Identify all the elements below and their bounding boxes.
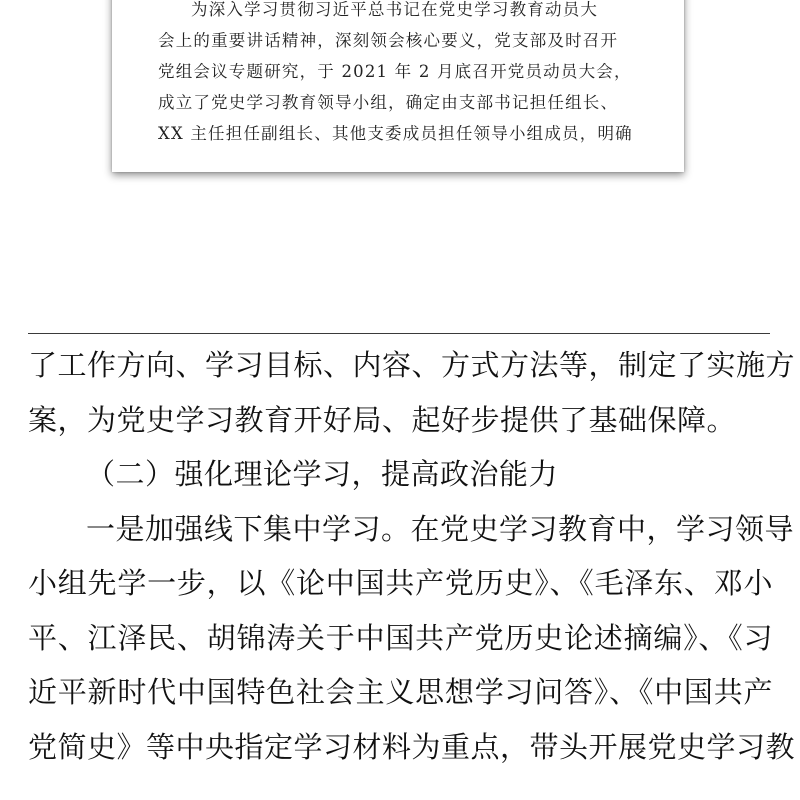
card-line: 会上的重要讲话精神，深刻领会核心要义，党支部及时召开 <box>158 31 619 50</box>
previous-page-card <box>112 0 684 172</box>
body-line: 党简史》等中央指定学习材料为重点，带头开展党史学习教 <box>28 729 796 764</box>
card-paragraph <box>158 0 658 149</box>
card-line: 党组会议专题研究，于 2021 年 2 月底召开党员动员大会， <box>158 62 632 81</box>
body-line: 一是加强线下集中学习。在党史学习教育中，学习领导 <box>86 511 795 546</box>
body-line: 了工作方向、学习目标、内容、方式方法等，制定了实施方 <box>28 348 796 382</box>
body-line: 近平新时代中国特色社会主义思想学习问答》、《中国共产 <box>28 675 773 709</box>
body-line: 平、江泽民、胡锦涛关于中国共产党历史论述摘编》、《习 <box>28 620 773 655</box>
card-line: 为深入学习贯彻习近平总书记在党史学习教育动员大 <box>191 0 599 19</box>
page-divider <box>28 333 770 334</box>
section-heading: （二）强化理论学习，提高政治能力 <box>86 457 559 491</box>
card-line: XX 主任担任副组长、其他支委成员担任领导小组成员，明确 <box>158 124 633 143</box>
document-body <box>28 338 796 774</box>
card-line: 成立了党史学习教育领导小组，确定由支部书记担任组长、 <box>158 93 619 112</box>
body-line: 案，为党史学习教育开好局、起好步提供了基础保障。 <box>28 402 737 437</box>
body-line: 小组先学一步，以《论中国共产党历史》、《毛泽东、邓小 <box>28 566 773 600</box>
